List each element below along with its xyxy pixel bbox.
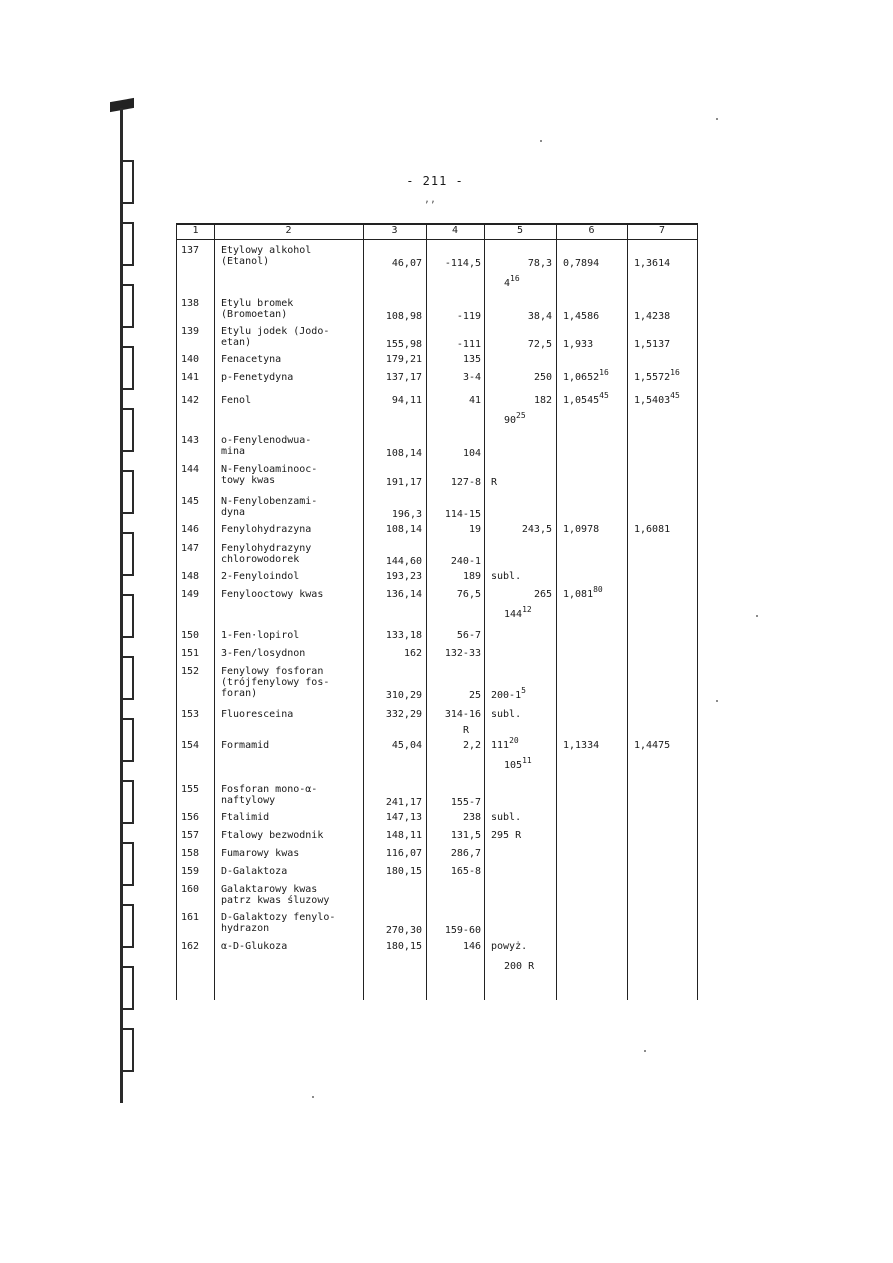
row-number: 137 — [181, 245, 200, 256]
compound-name: Fenylohydrazyny chlorowodorek — [221, 543, 312, 565]
row-number: 140 — [181, 354, 200, 365]
compound-name: p-Fenetydyna — [221, 372, 294, 383]
molecular-weight: 144,60 — [385, 556, 422, 567]
row-number: 138 — [181, 298, 200, 309]
scan-speck — [716, 118, 718, 120]
row-number: 148 — [181, 571, 200, 582]
row-number: 145 — [181, 496, 200, 507]
refractive-index: 1,4238 — [634, 311, 671, 322]
binding-tab — [120, 594, 134, 638]
compound-name: Fluoresceina — [221, 709, 294, 720]
binding-tab — [120, 160, 134, 204]
row-number: 154 — [181, 740, 200, 751]
row-number: 158 — [181, 848, 200, 859]
density: 1,0545$^{45}$ — [563, 391, 609, 406]
refractive-index: 1,5403$^{45}$ — [634, 391, 680, 406]
molecular-weight: 136,14 — [385, 589, 422, 600]
melting-point: 76,5 — [456, 589, 481, 600]
melting-point: 135 — [462, 354, 481, 365]
binding-tab — [120, 656, 134, 700]
molecular-weight: 94,11 — [391, 395, 422, 406]
refractive-index: 1,5137 — [634, 339, 671, 350]
boiling-point: $200-1^5$ — [491, 686, 526, 701]
compound-name: Fenylowy fosforan (trójfenylowy fos- foran) — [221, 666, 330, 699]
molecular-weight: 108,14 — [385, 524, 422, 535]
compound-name: Ftalowy bezwodnik — [221, 830, 324, 841]
row-number: 162 — [181, 941, 200, 952]
density: 1,4586 — [563, 311, 600, 322]
row-number: 149 — [181, 589, 200, 600]
melting-point-note: R — [462, 725, 469, 736]
compound-name: Ftalimid — [221, 812, 270, 823]
row-number: 141 — [181, 372, 200, 383]
refractive-index: 1,5572$^{16}$ — [634, 368, 680, 383]
boiling-point: R — [491, 477, 498, 488]
compound-name: Etylu jodek (Jodo- etan) — [221, 326, 330, 348]
melting-point: 286,7 — [450, 848, 481, 859]
molecular-weight: 108,14 — [385, 448, 422, 459]
compound-name: Formamid — [221, 740, 270, 751]
compound-name: Fosforan mono-α- naftylowy — [221, 784, 318, 806]
spiral-binding-edge — [106, 100, 136, 1105]
binding-tab — [120, 842, 134, 886]
boiling-point-reduced: $4^{16}$ — [504, 274, 520, 289]
scan-speck — [312, 1096, 314, 1098]
chemical-properties-table — [176, 223, 698, 1000]
melting-point: 114-15 — [444, 509, 481, 520]
molecular-weight: 241,17 — [385, 797, 422, 808]
refractive-index: 1,3614 — [634, 258, 671, 269]
melting-point: 159-60 — [444, 925, 481, 936]
molecular-weight: 196,3 — [391, 509, 422, 520]
compound-name: o-Fenylenodwua- mina — [221, 435, 312, 457]
molecular-weight: 137,17 — [385, 372, 422, 383]
row-number: 144 — [181, 464, 200, 475]
boiling-point: 182 — [533, 395, 552, 406]
melting-point: 104 — [462, 448, 481, 459]
melting-point: 132-33 — [444, 648, 481, 659]
density: 1,081$^{80}$ — [563, 585, 603, 600]
melting-point: 146 — [462, 941, 481, 952]
melting-point: 155-7 — [450, 797, 481, 808]
row-number: 152 — [181, 666, 200, 677]
boiling-point: powyż. — [491, 941, 528, 952]
melting-point: 189 — [462, 571, 481, 582]
row-number: 151 — [181, 648, 200, 659]
compound-name: Fenylooctowy kwas — [221, 589, 324, 600]
melting-point: 25 — [468, 690, 481, 701]
column-header-7: 7 — [658, 225, 666, 236]
boiling-point: $111^{20}$ — [491, 736, 519, 751]
page-number: - 211 - — [406, 174, 464, 188]
boiling-point: 78,3 — [527, 258, 552, 269]
column-header-5: 5 — [516, 225, 524, 236]
scan-speck — [756, 615, 758, 617]
row-number: 161 — [181, 912, 200, 923]
compound-name: 3-Fen/losydnon — [221, 648, 306, 659]
compound-name: Fenylohydrazyna — [221, 524, 312, 535]
melting-point: -114,5 — [444, 258, 481, 269]
column-header-2: 2 — [285, 225, 292, 236]
row-number: 153 — [181, 709, 200, 720]
row-number: 156 — [181, 812, 200, 823]
row-number: 142 — [181, 395, 200, 406]
melting-point: 314-16 — [444, 709, 481, 720]
molecular-weight: 162 — [403, 648, 422, 659]
refractive-index: 1,6081 — [634, 524, 671, 535]
boiling-point: 295 R — [491, 830, 522, 841]
binding-tab — [120, 1028, 134, 1072]
melting-point: 3-4 — [462, 372, 481, 383]
boiling-point: 72,5 — [527, 339, 552, 350]
molecular-weight: 46,07 — [391, 258, 422, 269]
compound-name: Fenacetyna — [221, 354, 282, 365]
melting-point: 165-8 — [450, 866, 481, 877]
binding-tab — [120, 284, 134, 328]
molecular-weight: 180,15 — [385, 941, 422, 952]
row-number: 143 — [181, 435, 200, 446]
melting-point: 240-1 — [450, 556, 481, 567]
boiling-point-reduced: $144^{12}$ — [504, 605, 532, 620]
boiling-point: 250 — [533, 372, 552, 383]
density: 1,0978 — [563, 524, 600, 535]
compound-name: Fumarowy kwas — [221, 848, 300, 859]
boiling-point: subl. — [491, 571, 522, 582]
row-number: 147 — [181, 543, 200, 554]
melting-point: 238 — [462, 812, 481, 823]
melting-point: -111 — [456, 339, 481, 350]
melting-point: 56-7 — [456, 630, 481, 641]
binding-tab — [120, 222, 134, 266]
compound-name: D-Galaktozy fenylo- hydrazon — [221, 912, 336, 934]
compound-name: 1-Fen·lopirol — [221, 630, 300, 641]
compound-name: Galaktarowy kwas patrz kwas śluzowy — [221, 884, 330, 906]
boiling-point: 265 — [533, 589, 552, 600]
scan-speck — [716, 700, 718, 702]
melting-point: 19 — [468, 524, 481, 535]
molecular-weight: 108,98 — [385, 311, 422, 322]
molecular-weight: 155,98 — [385, 339, 422, 350]
binding-tab — [120, 718, 134, 762]
molecular-weight: 45,04 — [391, 740, 422, 751]
molecular-weight: 147,13 — [385, 812, 422, 823]
molecular-weight: 191,17 — [385, 477, 422, 488]
row-number: 146 — [181, 524, 200, 535]
scan-speck — [540, 140, 542, 142]
molecular-weight: 310,29 — [385, 690, 422, 701]
binding-tab — [120, 780, 134, 824]
scan-speck — [644, 1050, 646, 1052]
binding-tab — [120, 408, 134, 452]
row-number: 139 — [181, 326, 200, 337]
boiling-point-reduced: 200 R — [504, 961, 535, 972]
molecular-weight: 332,29 — [385, 709, 422, 720]
boiling-point: 243,5 — [521, 524, 552, 535]
melting-point: 127-8 — [450, 477, 481, 488]
compound-name: N-Fenyloaminooc- towy kwas — [221, 464, 318, 486]
row-number: 157 — [181, 830, 200, 841]
melting-point: -119 — [456, 311, 481, 322]
compound-name: Etylowy alkohol (Etanol) — [221, 245, 312, 267]
density: 0,7894 — [563, 258, 600, 269]
row-number: 155 — [181, 784, 200, 795]
molecular-weight: 193,23 — [385, 571, 422, 582]
compound-name: α-D-Glukoza — [221, 941, 288, 952]
binding-tab — [120, 966, 134, 1010]
melting-point: 131,5 — [450, 830, 481, 841]
binding-tab — [120, 346, 134, 390]
density: 1,0652$^{16}$ — [563, 368, 609, 383]
boiling-point-reduced: $90^{25}$ — [504, 411, 526, 426]
density: 1,1334 — [563, 740, 600, 751]
binding-tab — [120, 470, 134, 514]
compound-name: 2-Fenyloindol — [221, 571, 300, 582]
row-number: 159 — [181, 866, 200, 877]
melting-point: 2,2 — [462, 740, 481, 751]
binding-tab — [120, 532, 134, 576]
molecular-weight: 179,21 — [385, 354, 422, 365]
column-header-3: 3 — [391, 225, 398, 236]
column-header-4: 4 — [451, 225, 459, 236]
row-number: 160 — [181, 884, 200, 895]
molecular-weight: 180,15 — [385, 866, 422, 877]
refractive-index: 1,4475 — [634, 740, 671, 751]
compound-name: D-Galaktoza — [221, 866, 288, 877]
column-header-6: 6 — [588, 225, 595, 236]
molecular-weight: 148,11 — [385, 830, 422, 841]
boiling-point: 38,4 — [527, 311, 552, 322]
binding-tab — [120, 904, 134, 948]
density: 1,933 — [563, 339, 594, 350]
compound-name: Etylu bromek (Bromoetan) — [221, 298, 294, 320]
boiling-point: subl. — [491, 709, 522, 720]
molecular-weight: 116,07 — [385, 848, 422, 859]
row-number: 150 — [181, 630, 200, 641]
column-header-1: 1 — [192, 225, 199, 236]
boiling-point: subl. — [491, 812, 522, 823]
molecular-weight: 270,30 — [385, 925, 422, 936]
melting-point: 41 — [468, 395, 481, 406]
compound-name: N-Fenylobenzami- dyna — [221, 496, 318, 518]
boiling-point-reduced: $105^{11}$ — [504, 756, 532, 771]
page-mark: ,, — [424, 194, 437, 205]
molecular-weight: 133,18 — [385, 630, 422, 641]
compound-name: Fenol — [221, 395, 252, 406]
